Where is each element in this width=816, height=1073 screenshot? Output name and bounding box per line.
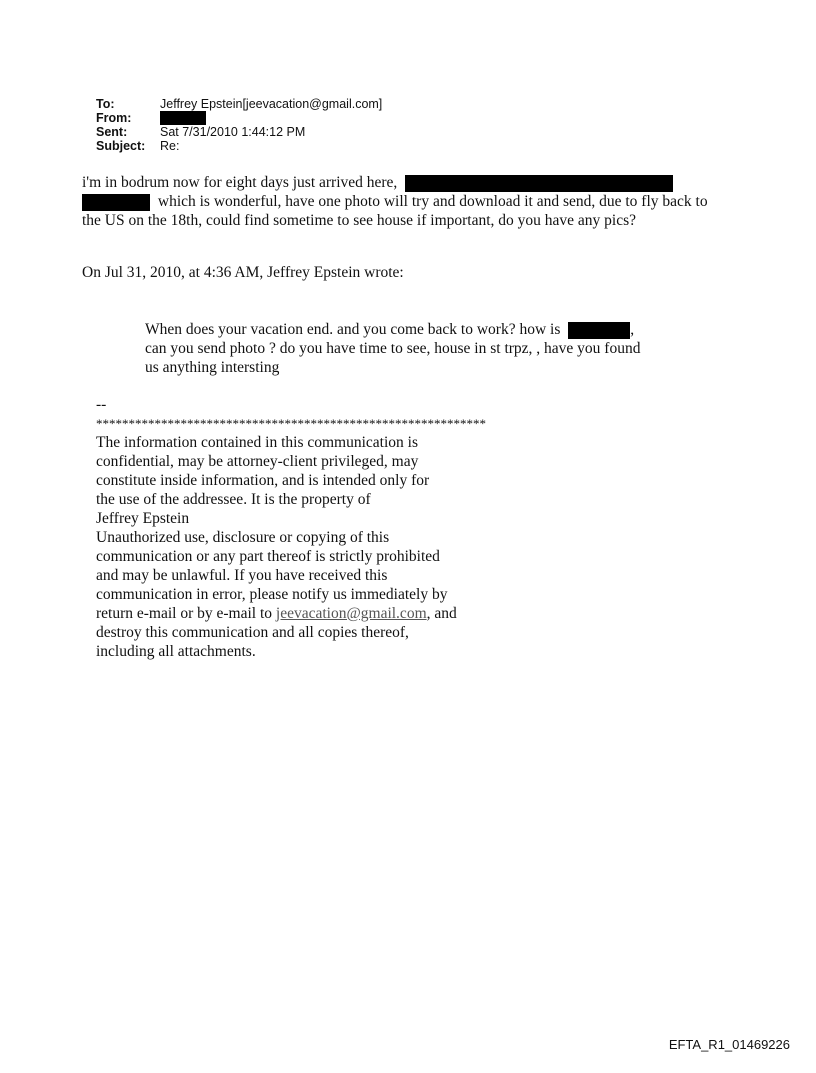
subject-value: Re: bbox=[160, 139, 180, 153]
disclaimer-line-10a: return e-mail or by e-mail to bbox=[96, 605, 276, 622]
redaction-box bbox=[82, 194, 150, 211]
quoted-line-3: us anything intersting bbox=[145, 359, 280, 376]
disclaimer-line: constitute inside information, and is intended only for bbox=[96, 472, 430, 489]
disclaimer-line-10b: , and bbox=[426, 605, 457, 622]
signature-stars: ************************************************************ bbox=[96, 416, 486, 431]
disclaimer-line: and may be unlawful. If you have received this bbox=[96, 567, 388, 584]
to-value: Jeffrey Epstein[jeevacation@gmail.com] bbox=[160, 97, 383, 111]
quoted-line-1a: When does your vacation end. and you come back to work? how is bbox=[145, 321, 561, 338]
disclaimer-line: Jeffrey Epstein bbox=[96, 510, 190, 527]
email-link[interactable]: jeevacation@gmail.com bbox=[275, 605, 427, 622]
email-header bbox=[96, 97, 382, 153]
sent-value: Sat 7/31/2010 1:44:12 PM bbox=[160, 125, 306, 139]
reply-line-1: i'm in bodrum now for eight days just arrived here, bbox=[82, 174, 398, 191]
sent-row bbox=[96, 125, 382, 139]
quoted-message bbox=[145, 320, 640, 377]
redaction-box bbox=[160, 111, 206, 125]
disclaimer-line: confidential, may be attorney-client privileged, may bbox=[96, 453, 419, 470]
quoted-line bbox=[145, 320, 640, 339]
signature-dashes: -- bbox=[96, 396, 107, 413]
quoted-line-2: can you send photo ? do you have time to see, house in st trpz, , have you found bbox=[145, 340, 641, 357]
disclaimer-line: The information contained in this communication is bbox=[96, 434, 418, 451]
disclaimer-line: including all attachments. bbox=[96, 643, 256, 660]
quote-intro: On Jul 31, 2010, at 4:36 AM, Jeffrey Epstein wrote: bbox=[82, 264, 404, 281]
signature-disclaimer bbox=[96, 395, 486, 661]
reply-line bbox=[82, 192, 742, 211]
subject-row bbox=[96, 139, 382, 153]
redaction-box bbox=[568, 322, 630, 339]
from-label: From: bbox=[96, 111, 132, 125]
reply-line-3: the US on the 18th, could find sometime to see house if important, do you have any pics? bbox=[82, 212, 637, 229]
to-label: To: bbox=[96, 97, 115, 111]
disclaimer-line: Unauthorized use, disclosure or copying of this bbox=[96, 529, 390, 546]
to-row bbox=[96, 97, 382, 111]
sent-label: Sent: bbox=[96, 125, 128, 139]
from-row bbox=[96, 111, 382, 125]
document-id: EFTA_R1_01469226 bbox=[668, 1037, 790, 1052]
redaction-box bbox=[405, 175, 673, 192]
from-value bbox=[160, 111, 206, 125]
reply-line bbox=[82, 173, 742, 192]
reply-line-2: which is wonderful, have one photo will try and download it and send, due to fly back to bbox=[157, 193, 708, 210]
disclaimer-line: communication or any part thereof is strictly prohibited bbox=[96, 548, 440, 565]
disclaimer-line: communication in error, please notify us immediately by bbox=[96, 586, 448, 603]
disclaimer-line: destroy this communication and all copies thereof, bbox=[96, 624, 409, 641]
reply-body bbox=[82, 173, 742, 230]
quoted-line-1b: , bbox=[630, 321, 635, 338]
disclaimer-line: the use of the addressee. It is the property of bbox=[96, 491, 371, 508]
disclaimer-line bbox=[96, 604, 486, 623]
subject-label: Subject: bbox=[96, 139, 146, 153]
